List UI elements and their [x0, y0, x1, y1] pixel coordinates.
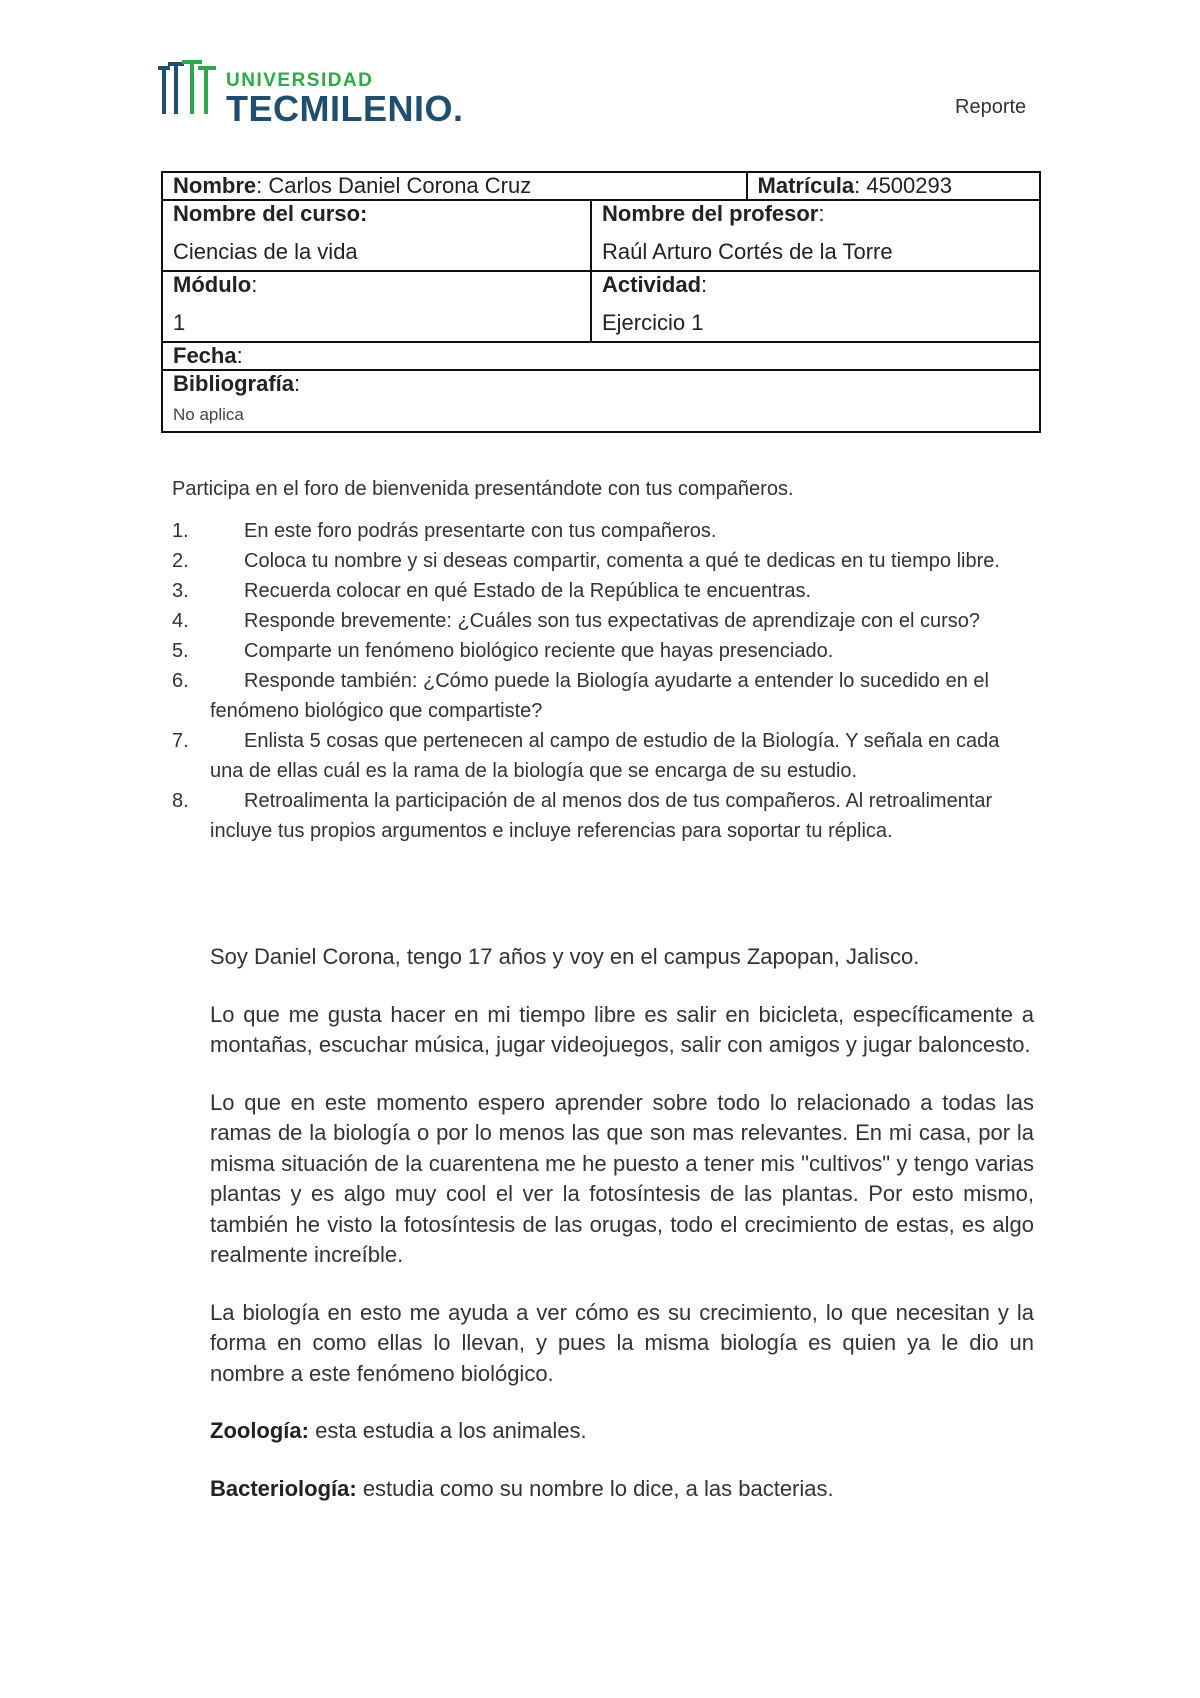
list-item-text: En este foro podrás presentarte con tus compañeros.	[244, 520, 717, 542]
answer-paragraph-1: Soy Daniel Corona, tengo 17 años y voy en el campus Zapopan, Jalisco.	[210, 944, 920, 969]
list-item-text: Retroalimenta la participación de al menos dos de tus compañeros. Al retroalimentar incluye tus propios argumentos e incluye referencias para soportar tu réplica.	[210, 790, 993, 842]
list-item	[172, 786, 1038, 846]
instructions-section	[172, 478, 1038, 846]
info-row-bibliografia	[162, 370, 1040, 432]
logo-line2: TECMILENIO.	[226, 88, 464, 129]
info-row-curso	[162, 200, 1040, 271]
list-item-number: 5.	[172, 640, 189, 662]
info-row-fecha	[162, 342, 1040, 370]
curso-value: Ciencias de la vida	[173, 239, 358, 264]
branch-term: Zoología:	[210, 1418, 309, 1443]
answers-section	[210, 942, 1034, 1531]
branch-item	[210, 1474, 1034, 1505]
answer-paragraph-4: La biología en esto me ayuda a ver cómo es su crecimiento, lo que necesitan y la forma en como ellas lo llevan, y pues la misma biología es quien ya le dio un nombre a este fenómeno biológico.	[210, 1299, 1034, 1386]
list-item	[172, 516, 1038, 546]
list-item-text: Enlista 5 cosas que pertenecen al campo de estudio de la Biología. Y señala en cada una de ellas cuál es la rama de la biología que se encarga de su estudio.	[210, 730, 1000, 782]
list-item-number: 8.	[172, 790, 189, 812]
nombre-cell	[162, 172, 747, 200]
list-item-number: 6.	[172, 670, 189, 692]
instructions-list	[172, 516, 1038, 846]
answer-paragraph-3: Lo que en este momento espero aprender sobre todo lo relacionado a todas las ramas de la biología o por lo menos las que son mas relevantes. En mi casa, por la misma situación de la cuarentena me he puesto a tener mis "cultivos" y tengo varias plantas y es algo muy cool el ver la fotosíntesis de las plantas. Por esto mismo, también he visto la fotosíntesis de las orugas, todo el crecimiento de estas, es algo realmente increíble.	[210, 1089, 1034, 1267]
actividad-cell	[591, 271, 1040, 342]
info-row-modulo	[162, 271, 1040, 342]
list-item-text: Recuerda colocar en qué Estado de la República te encuentras.	[244, 580, 812, 602]
fecha-label: Fecha	[173, 343, 237, 368]
matricula-value: : 4500293	[854, 173, 952, 198]
profesor-cell	[591, 200, 1040, 271]
info-row-nombre	[162, 172, 1040, 200]
list-item-number: 2.	[172, 550, 189, 572]
profesor-colon: :	[818, 201, 825, 226]
fecha-cell	[162, 342, 1040, 370]
list-item-number: 1.	[172, 520, 189, 542]
curso-label: Nombre del curso:	[173, 201, 368, 226]
profesor-label: Nombre del profesor	[602, 201, 819, 226]
bibliografia-cell	[162, 370, 1040, 432]
modulo-label: Módulo	[173, 272, 252, 297]
fecha-colon: :	[236, 343, 243, 368]
tecmilenio-logo-icon	[158, 60, 222, 120]
matricula-cell	[747, 172, 1040, 200]
actividad-value: Ejercicio 1	[602, 310, 704, 335]
list-item-text: Responde también: ¿Cómo puede la Biología ayudarte a entender lo sucedido en el fenómeno biológico que compartiste?	[210, 670, 989, 722]
modulo-cell	[162, 271, 591, 342]
branch-desc: esta estudia a los animales.	[308, 1418, 587, 1443]
actividad-colon: :	[701, 272, 708, 297]
nombre-value: : Carlos Daniel Corona Cruz	[256, 173, 532, 198]
list-item	[172, 666, 1038, 726]
branch-term: Bacteriología:	[210, 1475, 357, 1501]
answer-paragraph-2: Lo que me gusta hacer en mi tiempo libre es salir en bicicleta, específicamente a montañas, escuchar música, jugar videojuegos, salir con amigos y jugar baloncesto.	[210, 1001, 1034, 1057]
curso-cell	[162, 200, 591, 271]
list-item	[172, 726, 1038, 786]
list-item-text: Comparte un fenómeno biológico reciente que hayas presenciado.	[244, 640, 834, 662]
actividad-label: Actividad	[602, 272, 702, 297]
instructions-intro: Participa en el foro de bienvenida presentándote con tus compañeros.	[172, 478, 794, 500]
bibliografia-label: Bibliografía	[173, 371, 295, 396]
profesor-value: Raúl Arturo Cortés de la Torre	[602, 239, 893, 264]
branch-desc: estudia como su nombre lo dice, a las bacterias.	[356, 1475, 834, 1501]
logo-line1: UNIVERSIDAD	[226, 70, 374, 91]
doc-type-label: Reporte	[955, 96, 1027, 118]
info-table	[161, 171, 1041, 433]
list-item-number: 3.	[172, 580, 189, 602]
matricula-label: Matrícula	[757, 173, 855, 198]
list-item-text: Responde brevemente: ¿Cuáles son tus expectativas de aprendizaje con el curso?	[244, 610, 980, 632]
bibliografia-colon: :	[294, 371, 301, 396]
list-item-number: 7.	[172, 730, 189, 752]
list-item	[172, 546, 1038, 576]
list-item	[172, 636, 1038, 666]
nombre-label: Nombre	[173, 173, 257, 198]
list-item-number: 4.	[172, 610, 189, 632]
list-item	[172, 606, 1038, 636]
list-item-text: Coloca tu nombre y si deseas compartir, comenta a qué te dedicas en tu tiempo libre.	[244, 550, 1000, 572]
modulo-value: 1	[173, 310, 186, 335]
bibliografia-value: No aplica	[173, 405, 244, 424]
branch-item	[210, 1416, 1034, 1447]
modulo-colon: :	[251, 272, 258, 297]
list-item	[172, 576, 1038, 606]
